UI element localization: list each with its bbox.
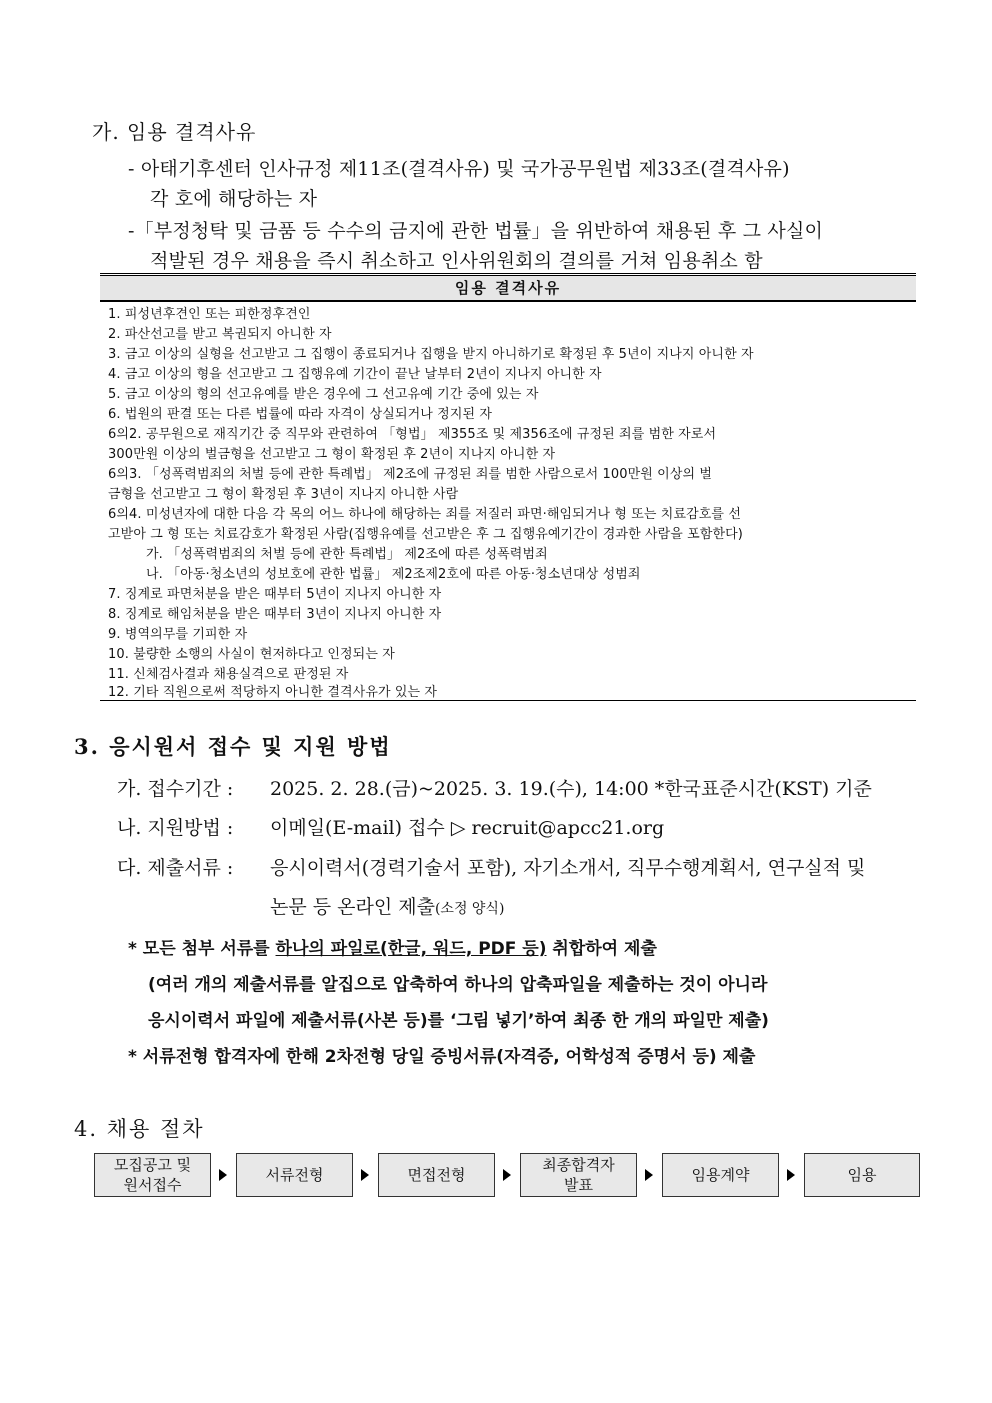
triangle-right-icon bbox=[645, 1169, 653, 1181]
step-label: 발표 bbox=[564, 1176, 593, 1194]
step-document-screening bbox=[236, 1153, 353, 1197]
table-item: 9. 병역의무를 기피한 자 bbox=[108, 627, 248, 642]
section4-heading: 4. 채용 절차 bbox=[74, 1117, 205, 1141]
step-label: 서류전형 bbox=[265, 1166, 324, 1184]
period-value: 2025. 2. 28.(금)~2025. 3. 19.(수), 14:00 *한국표준시간(KST) 기준 bbox=[270, 778, 872, 800]
docs-value-text: 논문 등 온라인 제출 bbox=[270, 896, 435, 918]
dash-item-1-line1: - 아태기후센터 인사규정 제11조(결격사유) 및 국가공무원법 제33조(결격사유) bbox=[128, 158, 790, 180]
table-item: 11. 신체검사결과 채용실격으로 판정된 자 bbox=[108, 667, 349, 682]
table-item: 7. 징계로 파면처분을 받은 때부터 5년이 지나지 아니한 자 bbox=[108, 587, 442, 602]
step-interview bbox=[378, 1153, 495, 1197]
table-item: 금형을 선고받고 그 형이 확정된 후 3년이 지나지 아니한 사람 bbox=[108, 487, 459, 502]
step-label: 임용 bbox=[847, 1166, 877, 1184]
method-label: 나. 지원방법 : bbox=[117, 817, 234, 839]
step-employment-contract bbox=[662, 1153, 779, 1197]
docs-value-note: (소정 양식) bbox=[434, 901, 505, 917]
table-subitem: 가. 「성폭력범죄의 처벌 등에 관한 특례법」 제2조에 따른 성폭력범죄 bbox=[146, 547, 548, 562]
table-item: 6의2. 공무원으로 재직기간 중 직무와 관련하여 「형법」 제355조 및 제356조에 규정된 죄를 범한 자로서 bbox=[108, 427, 717, 442]
dash-item-1-line2: 각 호에 해당하는 자 bbox=[150, 188, 318, 210]
note-1 bbox=[128, 934, 657, 959]
note-1-suffix: 취합하여 제출 bbox=[546, 939, 657, 959]
table-item: 3. 금고 이상의 실형을 선고받고 그 집행이 종료되거나 집행을 받지 아니하기로 확정된 후 5년이 지나지 아니한 자 bbox=[108, 347, 754, 362]
note-1-line2: (여러 개의 제출서류를 알집으로 압축하여 하나의 압축파일을 제출하는 것이 아니라 bbox=[148, 975, 768, 995]
step-label: 면접전형 bbox=[407, 1166, 466, 1184]
table-subitem: 나. 「아동·청소년의 성보호에 관한 법률」 제2조제2호에 따른 아동·청소년대상 성범죄 bbox=[146, 567, 641, 582]
dash-item-2-line2: 적발된 경우 채용을 즉시 취소하고 인사위원회의 결의를 거쳐 임용취소 함 bbox=[150, 250, 763, 272]
triangle-right-icon bbox=[219, 1169, 227, 1181]
triangle-right-icon bbox=[503, 1169, 511, 1181]
step-label: 모집공고 및 bbox=[113, 1156, 192, 1174]
table-top-rule bbox=[100, 273, 916, 274]
method-value: 이메일(E-mail) 접수 ▷ recruit@apcc21.org bbox=[270, 817, 665, 839]
docs-value-line1: 응시이력서(경력기술서 포함), 자기소개서, 직무수행계획서, 연구실적 및 bbox=[270, 857, 866, 879]
section3-heading: 3. 응시원서 접수 및 지원 방법 bbox=[74, 734, 392, 759]
period-label: 가. 접수기간 : bbox=[117, 778, 234, 800]
step-recruitment-notice bbox=[94, 1153, 211, 1197]
table-item: 6. 법원의 판결 또는 다른 법률에 따라 자격이 상실되거나 정지된 자 bbox=[108, 407, 493, 422]
docs-value-line2 bbox=[270, 892, 504, 919]
step-label: 임용계약 bbox=[691, 1166, 750, 1184]
triangle-right-icon bbox=[787, 1169, 795, 1181]
table-item: 12. 기타 직원으로써 적당하지 아니한 결격사유가 있는 자 bbox=[108, 685, 438, 700]
note-1-prefix: * 모든 첨부 서류를 bbox=[128, 939, 276, 959]
table-bottom-rule bbox=[100, 700, 916, 701]
table-item: 4. 금고 이상의 형을 선고받고 그 집행유예 기간이 끝난 날부터 2년이 지나지 아니한 자 bbox=[108, 367, 602, 382]
note-1-underlined: 하나의 파일로(한글, 워드, PDF 등) bbox=[275, 939, 547, 959]
table-item: 8. 징계로 해임처분을 받은 때부터 3년이 지나지 아니한 자 bbox=[108, 607, 442, 622]
table-item: 1. 피성년후견인 또는 피한정후견인 bbox=[108, 307, 311, 322]
note-1-line3: 응시이력서 파일에 제출서류(사본 등)를 ‘그림 넣기’하여 최종 한 개의 파일만 제출) bbox=[148, 1011, 769, 1031]
triangle-right-icon bbox=[361, 1169, 369, 1181]
step-label: 원서접수 bbox=[123, 1176, 182, 1194]
table-item: 5. 금고 이상의 형의 선고유예를 받은 경우에 그 선고유예 기간 중에 있는 자 bbox=[108, 387, 539, 402]
table-item: 10. 불량한 소행의 사실이 현저하다고 인정되는 자 bbox=[108, 647, 395, 662]
step-label: 최종합격자 bbox=[542, 1156, 615, 1174]
disqualification-table bbox=[100, 273, 916, 701]
note-2: * 서류전형 합격자에 한해 2차전형 당일 증빙서류(자격증, 어학성적 증명서 등) 제출 bbox=[128, 1047, 756, 1067]
table-item: 2. 파산선고를 받고 복권되지 아니한 자 bbox=[108, 327, 332, 342]
dash-item-2-line1: -「부정청탁 및 금품 등 수수의 금지에 관한 법률」을 위반하여 채용된 후 그 사실이 bbox=[128, 220, 824, 242]
docs-label: 다. 제출서류 : bbox=[117, 857, 234, 879]
table-item: 6의4. 미성년자에 대한 다음 각 목의 어느 하나에 해당하는 죄를 저질러 파면·해임되거나 형 또는 치료감호를 선 bbox=[108, 507, 741, 522]
step-final-announcement bbox=[520, 1153, 637, 1197]
table-item: 고받아 그 형 또는 치료감호가 확정된 사람(집행유예를 선고받은 후 그 집행유예기간이 경과한 사람을 포함한다) bbox=[108, 527, 743, 542]
section-ga-heading: 가. 임용 결격사유 bbox=[92, 120, 257, 144]
table-title: 임용 결격사유 bbox=[100, 275, 916, 302]
table-item: 6의3. 「성폭력범죄의 처벌 등에 관한 특례법」 제2조에 규정된 죄를 범한 사람으로서 100만원 이상의 벌 bbox=[108, 467, 713, 482]
step-appointment bbox=[804, 1153, 920, 1197]
table-item: 300만원 이상의 벌금형을 선고받고 그 형이 확정된 후 2년이 지나지 아니한 자 bbox=[108, 447, 556, 462]
